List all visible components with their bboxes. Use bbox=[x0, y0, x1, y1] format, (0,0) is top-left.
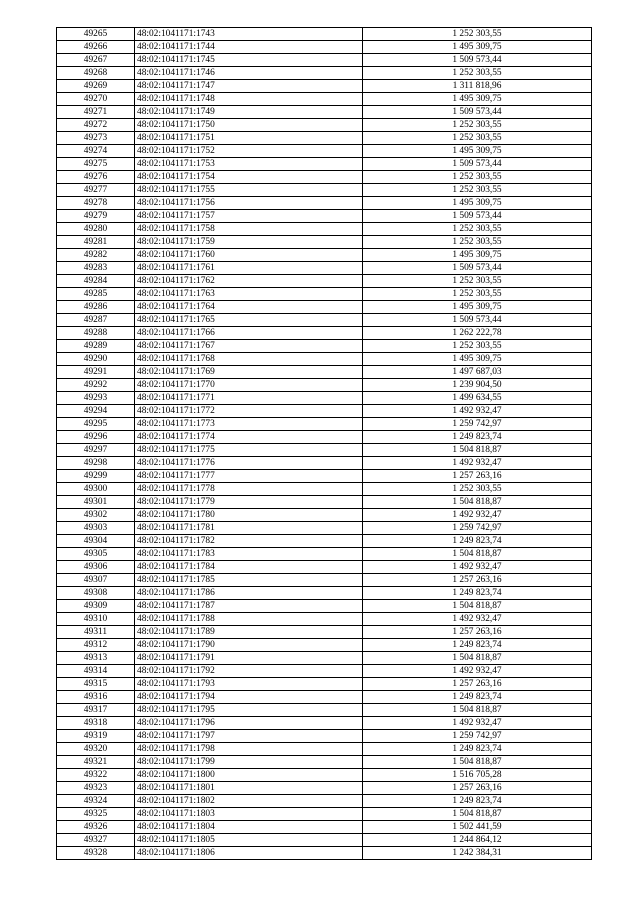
cadastral-number-cell: 48:02:1041171:1802 bbox=[135, 795, 363, 808]
cadastral-value-cell: 1 495 309,75 bbox=[363, 145, 592, 158]
cadastral-value-table bbox=[56, 27, 592, 860]
cadastral-value-cell: 1 492 932,47 bbox=[363, 717, 592, 730]
cadastral-number-cell: 48:02:1041171:1753 bbox=[135, 158, 363, 171]
cadastral-number-cell: 48:02:1041171:1747 bbox=[135, 80, 363, 93]
row-number-cell: 49303 bbox=[57, 522, 135, 535]
row-number-cell: 49287 bbox=[57, 314, 135, 327]
cadastral-number-cell: 48:02:1041171:1755 bbox=[135, 184, 363, 197]
row-number-cell: 49323 bbox=[57, 782, 135, 795]
cadastral-number-cell: 48:02:1041171:1790 bbox=[135, 639, 363, 652]
table-row bbox=[57, 431, 592, 444]
cadastral-value-cell: 1 252 303,55 bbox=[363, 236, 592, 249]
cadastral-number-cell: 48:02:1041171:1801 bbox=[135, 782, 363, 795]
table-row bbox=[57, 834, 592, 847]
row-number-cell: 49321 bbox=[57, 756, 135, 769]
cadastral-number-cell: 48:02:1041171:1752 bbox=[135, 145, 363, 158]
table-row bbox=[57, 613, 592, 626]
table-row bbox=[57, 470, 592, 483]
cadastral-number-cell: 48:02:1041171:1757 bbox=[135, 210, 363, 223]
cadastral-value-cell: 1 504 818,87 bbox=[363, 756, 592, 769]
row-number-cell: 49326 bbox=[57, 821, 135, 834]
cadastral-number-cell: 48:02:1041171:1776 bbox=[135, 457, 363, 470]
cadastral-value-cell: 1 259 742,97 bbox=[363, 730, 592, 743]
table-row bbox=[57, 41, 592, 54]
table-row bbox=[57, 522, 592, 535]
cadastral-value-cell: 1 497 687,03 bbox=[363, 366, 592, 379]
row-number-cell: 49266 bbox=[57, 41, 135, 54]
table-row bbox=[57, 769, 592, 782]
table-row bbox=[57, 691, 592, 704]
cadastral-value-cell: 1 495 309,75 bbox=[363, 249, 592, 262]
cadastral-value-cell: 1 516 705,28 bbox=[363, 769, 592, 782]
cadastral-value-cell: 1 509 573,44 bbox=[363, 54, 592, 67]
table-row bbox=[57, 444, 592, 457]
row-number-cell: 49295 bbox=[57, 418, 135, 431]
row-number-cell: 49318 bbox=[57, 717, 135, 730]
cadastral-number-cell: 48:02:1041171:1791 bbox=[135, 652, 363, 665]
row-number-cell: 49265 bbox=[57, 28, 135, 41]
cadastral-number-cell: 48:02:1041171:1761 bbox=[135, 262, 363, 275]
row-number-cell: 49310 bbox=[57, 613, 135, 626]
table-row bbox=[57, 600, 592, 613]
cadastral-number-cell: 48:02:1041171:1759 bbox=[135, 236, 363, 249]
cadastral-number-cell: 48:02:1041171:1743 bbox=[135, 28, 363, 41]
row-number-cell: 49308 bbox=[57, 587, 135, 600]
table-row bbox=[57, 730, 592, 743]
row-number-cell: 49282 bbox=[57, 249, 135, 262]
table-row bbox=[57, 184, 592, 197]
table-row bbox=[57, 353, 592, 366]
row-number-cell: 49283 bbox=[57, 262, 135, 275]
table-row bbox=[57, 418, 592, 431]
cadastral-number-cell: 48:02:1041171:1767 bbox=[135, 340, 363, 353]
cadastral-number-cell: 48:02:1041171:1762 bbox=[135, 275, 363, 288]
table-row bbox=[57, 743, 592, 756]
table-row bbox=[57, 626, 592, 639]
cadastral-value-cell: 1 252 303,55 bbox=[363, 67, 592, 80]
table-row bbox=[57, 28, 592, 41]
table-row bbox=[57, 366, 592, 379]
cadastral-number-cell: 48:02:1041171:1748 bbox=[135, 93, 363, 106]
row-number-cell: 49297 bbox=[57, 444, 135, 457]
cadastral-value-cell: 1 509 573,44 bbox=[363, 314, 592, 327]
cadastral-value-cell: 1 509 573,44 bbox=[363, 158, 592, 171]
cadastral-number-cell: 48:02:1041171:1777 bbox=[135, 470, 363, 483]
table-row bbox=[57, 496, 592, 509]
cadastral-value-cell: 1 492 932,47 bbox=[363, 613, 592, 626]
row-number-cell: 49275 bbox=[57, 158, 135, 171]
table-row bbox=[57, 340, 592, 353]
cadastral-number-cell: 48:02:1041171:1775 bbox=[135, 444, 363, 457]
row-number-cell: 49304 bbox=[57, 535, 135, 548]
row-number-cell: 49274 bbox=[57, 145, 135, 158]
row-number-cell: 49314 bbox=[57, 665, 135, 678]
table-row bbox=[57, 509, 592, 522]
cadastral-number-cell: 48:02:1041171:1765 bbox=[135, 314, 363, 327]
cadastral-value-cell: 1 249 823,74 bbox=[363, 639, 592, 652]
cadastral-value-cell: 1 249 823,74 bbox=[363, 587, 592, 600]
row-number-cell: 49288 bbox=[57, 327, 135, 340]
cadastral-number-cell: 48:02:1041171:1803 bbox=[135, 808, 363, 821]
row-number-cell: 49286 bbox=[57, 301, 135, 314]
cadastral-number-cell: 48:02:1041171:1799 bbox=[135, 756, 363, 769]
row-number-cell: 49311 bbox=[57, 626, 135, 639]
cadastral-number-cell: 48:02:1041171:1774 bbox=[135, 431, 363, 444]
row-number-cell: 49293 bbox=[57, 392, 135, 405]
table-row bbox=[57, 301, 592, 314]
table-row bbox=[57, 275, 592, 288]
cadastral-value-cell: 1 492 932,47 bbox=[363, 405, 592, 418]
table-row bbox=[57, 574, 592, 587]
cadastral-value-cell: 1 252 303,55 bbox=[363, 171, 592, 184]
cadastral-value-cell: 1 252 303,55 bbox=[363, 28, 592, 41]
cadastral-value-cell: 1 257 263,16 bbox=[363, 782, 592, 795]
row-number-cell: 49277 bbox=[57, 184, 135, 197]
cadastral-number-cell: 48:02:1041171:1766 bbox=[135, 327, 363, 340]
cadastral-number-cell: 48:02:1041171:1770 bbox=[135, 379, 363, 392]
table-row bbox=[57, 678, 592, 691]
cadastral-number-cell: 48:02:1041171:1782 bbox=[135, 535, 363, 548]
cadastral-value-cell: 1 509 573,44 bbox=[363, 106, 592, 119]
row-number-cell: 49290 bbox=[57, 353, 135, 366]
table-row bbox=[57, 717, 592, 730]
cadastral-value-cell: 1 492 932,47 bbox=[363, 509, 592, 522]
cadastral-value-cell: 1 499 634,55 bbox=[363, 392, 592, 405]
row-number-cell: 49320 bbox=[57, 743, 135, 756]
table-row bbox=[57, 119, 592, 132]
row-number-cell: 49316 bbox=[57, 691, 135, 704]
cadastral-number-cell: 48:02:1041171:1773 bbox=[135, 418, 363, 431]
cadastral-value-cell: 1 252 303,55 bbox=[363, 483, 592, 496]
cadastral-value-cell: 1 239 904,50 bbox=[363, 379, 592, 392]
cadastral-value-cell: 1 252 303,55 bbox=[363, 184, 592, 197]
table-row bbox=[57, 80, 592, 93]
row-number-cell: 49307 bbox=[57, 574, 135, 587]
cadastral-number-cell: 48:02:1041171:1760 bbox=[135, 249, 363, 262]
table-row bbox=[57, 288, 592, 301]
cadastral-value-cell: 1 249 823,74 bbox=[363, 691, 592, 704]
table-row bbox=[57, 821, 592, 834]
cadastral-value-cell: 1 249 823,74 bbox=[363, 743, 592, 756]
row-number-cell: 49291 bbox=[57, 366, 135, 379]
table-row bbox=[57, 756, 592, 769]
cadastral-value-cell: 1 262 222,78 bbox=[363, 327, 592, 340]
cadastral-value-cell: 1 492 932,47 bbox=[363, 457, 592, 470]
cadastral-value-cell: 1 257 263,16 bbox=[363, 678, 592, 691]
cadastral-number-cell: 48:02:1041171:1751 bbox=[135, 132, 363, 145]
row-number-cell: 49281 bbox=[57, 236, 135, 249]
cadastral-value-cell: 1 504 818,87 bbox=[363, 600, 592, 613]
row-number-cell: 49317 bbox=[57, 704, 135, 717]
row-number-cell: 49271 bbox=[57, 106, 135, 119]
table-row bbox=[57, 210, 592, 223]
table-row bbox=[57, 93, 592, 106]
cadastral-number-cell: 48:02:1041171:1784 bbox=[135, 561, 363, 574]
cadastral-number-cell: 48:02:1041171:1778 bbox=[135, 483, 363, 496]
table-row bbox=[57, 158, 592, 171]
cadastral-number-cell: 48:02:1041171:1804 bbox=[135, 821, 363, 834]
cadastral-number-cell: 48:02:1041171:1796 bbox=[135, 717, 363, 730]
row-number-cell: 49270 bbox=[57, 93, 135, 106]
table-row bbox=[57, 483, 592, 496]
table-row bbox=[57, 405, 592, 418]
cadastral-value-cell: 1 504 818,87 bbox=[363, 444, 592, 457]
cadastral-value-cell: 1 252 303,55 bbox=[363, 340, 592, 353]
table-row bbox=[57, 535, 592, 548]
row-number-cell: 49327 bbox=[57, 834, 135, 847]
row-number-cell: 49276 bbox=[57, 171, 135, 184]
row-number-cell: 49319 bbox=[57, 730, 135, 743]
cadastral-number-cell: 48:02:1041171:1798 bbox=[135, 743, 363, 756]
table-row bbox=[57, 808, 592, 821]
table-row bbox=[57, 327, 592, 340]
cadastral-value-cell: 1 257 263,16 bbox=[363, 470, 592, 483]
cadastral-value-cell: 1 495 309,75 bbox=[363, 93, 592, 106]
cadastral-value-cell: 1 242 384,31 bbox=[363, 847, 592, 860]
row-number-cell: 49296 bbox=[57, 431, 135, 444]
table-row bbox=[57, 392, 592, 405]
table-row bbox=[57, 782, 592, 795]
table-row bbox=[57, 548, 592, 561]
table-row bbox=[57, 197, 592, 210]
cadastral-value-cell: 1 495 309,75 bbox=[363, 41, 592, 54]
table-row bbox=[57, 314, 592, 327]
row-number-cell: 49278 bbox=[57, 197, 135, 210]
cadastral-number-cell: 48:02:1041171:1797 bbox=[135, 730, 363, 743]
row-number-cell: 49328 bbox=[57, 847, 135, 860]
cadastral-number-cell: 48:02:1041171:1788 bbox=[135, 613, 363, 626]
row-number-cell: 49300 bbox=[57, 483, 135, 496]
table-row bbox=[57, 704, 592, 717]
table-row bbox=[57, 223, 592, 236]
cadastral-number-cell: 48:02:1041171:1779 bbox=[135, 496, 363, 509]
row-number-cell: 49312 bbox=[57, 639, 135, 652]
cadastral-value-cell: 1 252 303,55 bbox=[363, 223, 592, 236]
table-row bbox=[57, 665, 592, 678]
cadastral-value-cell: 1 311 818,96 bbox=[363, 80, 592, 93]
table-row bbox=[57, 132, 592, 145]
cadastral-value-cell: 1 252 303,55 bbox=[363, 132, 592, 145]
cadastral-number-cell: 48:02:1041171:1745 bbox=[135, 54, 363, 67]
table-row bbox=[57, 106, 592, 119]
table-row bbox=[57, 379, 592, 392]
cadastral-value-cell: 1 509 573,44 bbox=[363, 210, 592, 223]
cadastral-number-cell: 48:02:1041171:1756 bbox=[135, 197, 363, 210]
row-number-cell: 49305 bbox=[57, 548, 135, 561]
row-number-cell: 49313 bbox=[57, 652, 135, 665]
cadastral-number-cell: 48:02:1041171:1746 bbox=[135, 67, 363, 80]
cadastral-number-cell: 48:02:1041171:1781 bbox=[135, 522, 363, 535]
cadastral-number-cell: 48:02:1041171:1794 bbox=[135, 691, 363, 704]
cadastral-number-cell: 48:02:1041171:1785 bbox=[135, 574, 363, 587]
cadastral-number-cell: 48:02:1041171:1795 bbox=[135, 704, 363, 717]
cadastral-value-cell: 1 252 303,55 bbox=[363, 288, 592, 301]
cadastral-number-cell: 48:02:1041171:1789 bbox=[135, 626, 363, 639]
cadastral-value-cell: 1 252 303,55 bbox=[363, 119, 592, 132]
row-number-cell: 49301 bbox=[57, 496, 135, 509]
row-number-cell: 49298 bbox=[57, 457, 135, 470]
cadastral-number-cell: 48:02:1041171:1750 bbox=[135, 119, 363, 132]
cadastral-value-cell: 1 504 818,87 bbox=[363, 704, 592, 717]
table-body bbox=[57, 28, 592, 860]
cadastral-number-cell: 48:02:1041171:1768 bbox=[135, 353, 363, 366]
cadastral-number-cell: 48:02:1041171:1744 bbox=[135, 41, 363, 54]
table-row bbox=[57, 67, 592, 80]
row-number-cell: 49267 bbox=[57, 54, 135, 67]
table-row bbox=[57, 457, 592, 470]
row-number-cell: 49322 bbox=[57, 769, 135, 782]
cadastral-number-cell: 48:02:1041171:1792 bbox=[135, 665, 363, 678]
cadastral-number-cell: 48:02:1041171:1764 bbox=[135, 301, 363, 314]
table-row bbox=[57, 236, 592, 249]
row-number-cell: 49294 bbox=[57, 405, 135, 418]
table-row bbox=[57, 145, 592, 158]
table-row bbox=[57, 171, 592, 184]
cadastral-number-cell: 48:02:1041171:1771 bbox=[135, 392, 363, 405]
cadastral-number-cell: 48:02:1041171:1787 bbox=[135, 600, 363, 613]
table-row bbox=[57, 639, 592, 652]
cadastral-number-cell: 48:02:1041171:1772 bbox=[135, 405, 363, 418]
row-number-cell: 49268 bbox=[57, 67, 135, 80]
cadastral-number-cell: 48:02:1041171:1800 bbox=[135, 769, 363, 782]
row-number-cell: 49280 bbox=[57, 223, 135, 236]
row-number-cell: 49292 bbox=[57, 379, 135, 392]
cadastral-value-cell: 1 257 263,16 bbox=[363, 626, 592, 639]
cadastral-value-cell: 1 249 823,74 bbox=[363, 535, 592, 548]
cadastral-number-cell: 48:02:1041171:1780 bbox=[135, 509, 363, 522]
cadastral-number-cell: 48:02:1041171:1786 bbox=[135, 587, 363, 600]
table-row bbox=[57, 847, 592, 860]
cadastral-value-cell: 1 249 823,74 bbox=[363, 431, 592, 444]
cadastral-value-cell: 1 492 932,47 bbox=[363, 665, 592, 678]
cadastral-value-cell: 1 504 818,87 bbox=[363, 496, 592, 509]
table-row bbox=[57, 587, 592, 600]
table-row bbox=[57, 262, 592, 275]
row-number-cell: 49324 bbox=[57, 795, 135, 808]
cadastral-value-cell: 1 244 864,12 bbox=[363, 834, 592, 847]
cadastral-number-cell: 48:02:1041171:1769 bbox=[135, 366, 363, 379]
cadastral-value-cell: 1 252 303,55 bbox=[363, 275, 592, 288]
table-row bbox=[57, 652, 592, 665]
row-number-cell: 49325 bbox=[57, 808, 135, 821]
cadastral-value-cell: 1 504 818,87 bbox=[363, 548, 592, 561]
cadastral-value-cell: 1 504 818,87 bbox=[363, 652, 592, 665]
row-number-cell: 49273 bbox=[57, 132, 135, 145]
cadastral-value-cell: 1 257 263,16 bbox=[363, 574, 592, 587]
row-number-cell: 49306 bbox=[57, 561, 135, 574]
cadastral-value-cell: 1 492 932,47 bbox=[363, 561, 592, 574]
cadastral-number-cell: 48:02:1041171:1749 bbox=[135, 106, 363, 119]
row-number-cell: 49309 bbox=[57, 600, 135, 613]
cadastral-value-cell: 1 495 309,75 bbox=[363, 301, 592, 314]
row-number-cell: 49302 bbox=[57, 509, 135, 522]
cadastral-number-cell: 48:02:1041171:1763 bbox=[135, 288, 363, 301]
table-row bbox=[57, 54, 592, 67]
cadastral-value-cell: 1 509 573,44 bbox=[363, 262, 592, 275]
table-row bbox=[57, 561, 592, 574]
cadastral-value-cell: 1 249 823,74 bbox=[363, 795, 592, 808]
table-row bbox=[57, 795, 592, 808]
row-number-cell: 49284 bbox=[57, 275, 135, 288]
table-row bbox=[57, 249, 592, 262]
row-number-cell: 49315 bbox=[57, 678, 135, 691]
cadastral-value-cell: 1 495 309,75 bbox=[363, 353, 592, 366]
cadastral-value-cell: 1 495 309,75 bbox=[363, 197, 592, 210]
row-number-cell: 49269 bbox=[57, 80, 135, 93]
cadastral-number-cell: 48:02:1041171:1806 bbox=[135, 847, 363, 860]
cadastral-value-cell: 1 259 742,97 bbox=[363, 522, 592, 535]
cadastral-number-cell: 48:02:1041171:1783 bbox=[135, 548, 363, 561]
cadastral-number-cell: 48:02:1041171:1793 bbox=[135, 678, 363, 691]
row-number-cell: 49289 bbox=[57, 340, 135, 353]
cadastral-number-cell: 48:02:1041171:1754 bbox=[135, 171, 363, 184]
cadastral-value-cell: 1 259 742,97 bbox=[363, 418, 592, 431]
row-number-cell: 49299 bbox=[57, 470, 135, 483]
cadastral-number-cell: 48:02:1041171:1758 bbox=[135, 223, 363, 236]
row-number-cell: 49272 bbox=[57, 119, 135, 132]
row-number-cell: 49279 bbox=[57, 210, 135, 223]
cadastral-value-cell: 1 502 441,59 bbox=[363, 821, 592, 834]
cadastral-value-cell: 1 504 818,87 bbox=[363, 808, 592, 821]
cadastral-number-cell: 48:02:1041171:1805 bbox=[135, 834, 363, 847]
row-number-cell: 49285 bbox=[57, 288, 135, 301]
